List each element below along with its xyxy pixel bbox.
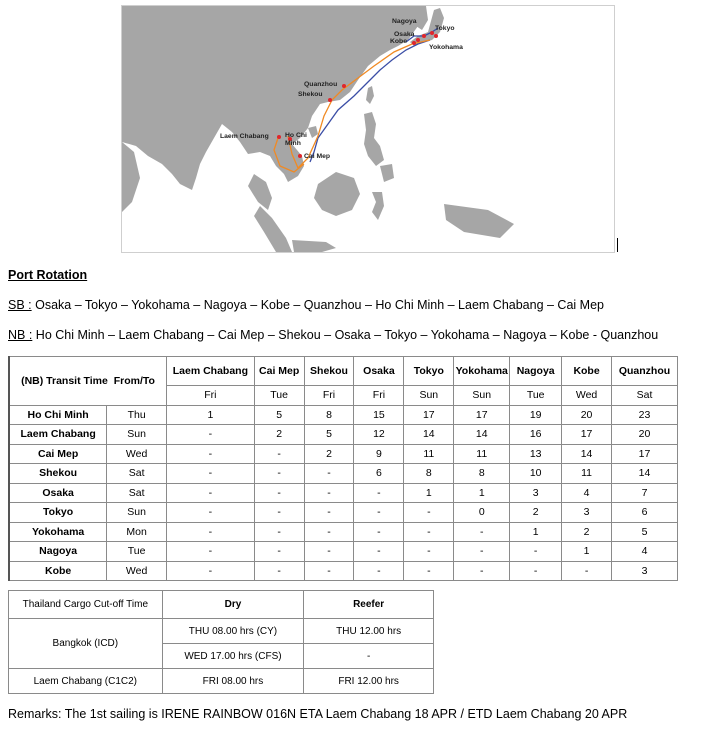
transit-cell: - — [254, 542, 304, 562]
transit-cell: 1 — [454, 483, 510, 503]
transit-cell: - — [304, 464, 354, 484]
transit-cell: - — [167, 542, 255, 562]
transit-cell: - — [454, 542, 510, 562]
transit-cell: 4 — [562, 483, 612, 503]
map-label-yokohama: Yokohama — [429, 44, 463, 51]
transit-cell: 14 — [404, 425, 454, 445]
transit-cell: - — [354, 561, 404, 581]
row-day: Thu — [107, 405, 167, 425]
row-day: Sat — [107, 464, 167, 484]
map-label-ho-chi-minh-suffix: Minh — [285, 140, 301, 147]
transit-cell: 17 — [454, 405, 510, 425]
transit-cell: 14 — [454, 425, 510, 445]
transit-cell: - — [354, 542, 404, 562]
transit-corner-from: From/To — [113, 374, 155, 387]
transit-cell: 13 — [510, 444, 562, 464]
map-label-tokyo: Tokyo — [435, 25, 455, 32]
transit-cell: 2 — [510, 503, 562, 523]
col-header-day: Sat — [612, 386, 678, 406]
transit-cell: 3 — [510, 483, 562, 503]
transit-cell: - — [354, 522, 404, 542]
transit-cell: - — [167, 444, 255, 464]
transit-cell: 8 — [304, 405, 354, 425]
transit-cell: - — [404, 522, 454, 542]
transit-row — [9, 405, 678, 425]
transit-cell: - — [404, 561, 454, 581]
row-port: Osaka — [9, 483, 107, 503]
col-header-port: Tokyo — [404, 357, 454, 386]
row-port: Kobe — [9, 561, 107, 581]
transit-cell: 7 — [612, 483, 678, 503]
row-port: Nagoya — [9, 542, 107, 562]
transit-cell: - — [254, 483, 304, 503]
transit-cell: - — [254, 561, 304, 581]
transit-cell: 2 — [304, 444, 354, 464]
transit-cell: 4 — [612, 542, 678, 562]
cutoff-bangkok-reefer-cfs: - — [304, 644, 434, 669]
transit-cell: 5 — [304, 425, 354, 445]
transit-cell: 1 — [562, 542, 612, 562]
transit-cell: - — [510, 542, 562, 562]
col-header-port: Quanzhou — [612, 357, 678, 386]
row-port: Cai Mep — [9, 444, 107, 464]
transit-cell: 15 — [354, 405, 404, 425]
row-day: Wed — [107, 444, 167, 464]
cutoff-bangkok-label: Bangkok (ICD) — [9, 619, 163, 669]
sb-rotation — [8, 298, 604, 312]
transit-cell: 11 — [404, 444, 454, 464]
cutoff-lcb-reefer: FRI 12.00 hrs — [304, 669, 434, 694]
text-cursor — [617, 238, 618, 252]
col-header-day: Wed — [562, 386, 612, 406]
row-day: Sun — [107, 503, 167, 523]
transit-cell: - — [167, 561, 255, 581]
col-header-day: Tue — [254, 386, 304, 406]
transit-cell: - — [404, 503, 454, 523]
transit-row — [9, 483, 678, 503]
transit-cell: 0 — [454, 503, 510, 523]
transit-cell: - — [454, 561, 510, 581]
transit-cell: - — [167, 464, 255, 484]
cutoff-bangkok-dry-cy: THU 08.00 hrs (CY) — [162, 619, 304, 644]
transit-cell: 16 — [510, 425, 562, 445]
transit-cell: 8 — [454, 464, 510, 484]
transit-row — [9, 542, 678, 562]
nb-rotation — [8, 328, 658, 342]
transit-cell: 3 — [612, 561, 678, 581]
transit-cell: 20 — [612, 425, 678, 445]
transit-cell: 17 — [404, 405, 454, 425]
cutoff-bangkok-reefer: THU 12.00 hrs — [304, 619, 434, 644]
transit-cell: - — [304, 561, 354, 581]
map-label-cai-mep: Cai Mep — [304, 153, 331, 160]
transit-cell: 10 — [510, 464, 562, 484]
transit-row — [9, 522, 678, 542]
transit-row — [9, 561, 678, 581]
col-header-port: Laem Chabang — [167, 357, 255, 386]
col-header-day: Fri — [167, 386, 255, 406]
transit-cell: 20 — [562, 405, 612, 425]
transit-row — [9, 503, 678, 523]
transit-cell: 6 — [612, 503, 678, 523]
cutoff-dry-header: Dry — [162, 591, 304, 619]
map-label-ho-chi-minh: Ho Chi — [285, 132, 307, 139]
nb-label: NB : — [8, 328, 33, 342]
map-label-shekou: Shekou — [298, 91, 323, 98]
map-label-quanzhou: Quanzhou — [304, 81, 338, 88]
transit-cell: - — [510, 561, 562, 581]
port-rotation-heading: Port Rotation — [8, 268, 88, 282]
transit-cell: - — [304, 542, 354, 562]
cutoff-lcb-dry: FRI 08.00 hrs — [162, 669, 304, 694]
transit-cell: 6 — [354, 464, 404, 484]
transit-cell: - — [167, 503, 255, 523]
transit-cell: - — [254, 522, 304, 542]
route-map — [121, 5, 615, 253]
row-day: Tue — [107, 542, 167, 562]
route-map-graphic — [122, 6, 614, 252]
transit-cell: 11 — [454, 444, 510, 464]
transit-cell: - — [167, 425, 255, 445]
sb-ports: Osaka – Tokyo – Yokohama – Nagoya – Kobe – Quanzhou – Ho Chi Minh – Laem Chabang – Cai Mep — [31, 298, 604, 312]
land — [122, 6, 514, 252]
map-label-laem-chabang: Laem Chabang — [220, 133, 269, 140]
transit-cell: 14 — [562, 444, 612, 464]
transit-cell: - — [254, 464, 304, 484]
transit-cell: 12 — [354, 425, 404, 445]
remarks: Remarks: The 1st sailing is IRENE RAINBOW 016N ETA Laem Chabang 18 APR / ETD Laem Chabang 20 APR — [8, 707, 628, 721]
transit-cell: 19 — [510, 405, 562, 425]
col-header-day: Fri — [304, 386, 354, 406]
transit-cell: 8 — [404, 464, 454, 484]
transit-cell: - — [404, 542, 454, 562]
col-header-day: Sun — [454, 386, 510, 406]
cutoff-table — [8, 590, 434, 694]
transit-cell: - — [562, 561, 612, 581]
transit-cell: 5 — [612, 522, 678, 542]
transit-cell: - — [254, 444, 304, 464]
transit-cell: 11 — [562, 464, 612, 484]
map-label-nagoya: Nagoya — [392, 18, 417, 25]
row-port: Yokohama — [9, 522, 107, 542]
col-header-port: Shekou — [304, 357, 354, 386]
transit-corner-title: (NB) Transit Time — [21, 374, 108, 387]
col-header-day: Tue — [510, 386, 562, 406]
transit-cell: 14 — [612, 464, 678, 484]
transit-cell: 17 — [612, 444, 678, 464]
map-label-kobe: Kobe — [390, 38, 407, 45]
transit-corner — [9, 357, 167, 406]
transit-cell: 1 — [404, 483, 454, 503]
col-header-day: Fri — [354, 386, 404, 406]
transit-cell: 17 — [562, 425, 612, 445]
transit-cell: - — [354, 503, 404, 523]
row-day: Wed — [107, 561, 167, 581]
col-header-port: Cai Mep — [254, 357, 304, 386]
col-header-port: Yokohama — [454, 357, 510, 386]
transit-cell: - — [167, 522, 255, 542]
transit-body — [9, 405, 678, 581]
transit-cell: - — [454, 522, 510, 542]
transit-cell: 3 — [562, 503, 612, 523]
transit-cell: - — [304, 483, 354, 503]
transit-row — [9, 464, 678, 484]
col-header-port: Osaka — [354, 357, 404, 386]
transit-cell: - — [167, 483, 255, 503]
row-port: Tokyo — [9, 503, 107, 523]
transit-cell: 9 — [354, 444, 404, 464]
transit-row — [9, 444, 678, 464]
row-port: Laem Chabang — [9, 425, 107, 445]
transit-cell: 2 — [562, 522, 612, 542]
row-day: Sun — [107, 425, 167, 445]
nb-ports: Ho Chi Minh – Laem Chabang – Cai Mep – Shekou – Osaka – Tokyo – Yokohama – Nagoya – Kobe - Quanzhou — [32, 328, 659, 342]
transit-cell: - — [304, 522, 354, 542]
transit-row — [9, 425, 678, 445]
col-header-port: Kobe — [562, 357, 612, 386]
sb-label: SB : — [8, 298, 32, 312]
col-header-port: Nagoya — [510, 357, 562, 386]
cutoff-title: Thailand Cargo Cut-off Time — [9, 591, 163, 619]
transit-cell: - — [254, 503, 304, 523]
transit-cell: 5 — [254, 405, 304, 425]
cutoff-lcb-label: Laem Chabang (C1C2) — [9, 669, 163, 694]
row-port: Shekou — [9, 464, 107, 484]
col-header-day: Sun — [404, 386, 454, 406]
row-day: Mon — [107, 522, 167, 542]
cutoff-reefer-header: Reefer — [304, 591, 434, 619]
transit-cell: - — [304, 503, 354, 523]
map-label-osaka: Osaka — [394, 31, 415, 38]
row-port: Ho Chi Minh — [9, 405, 107, 425]
transit-cell: 1 — [167, 405, 255, 425]
transit-time-table — [8, 356, 678, 581]
transit-cell: - — [354, 483, 404, 503]
transit-cell: 2 — [254, 425, 304, 445]
row-day: Sat — [107, 483, 167, 503]
transit-cell: 1 — [510, 522, 562, 542]
cutoff-bangkok-dry-cfs: WED 17.00 hrs (CFS) — [162, 644, 304, 669]
transit-cell: 23 — [612, 405, 678, 425]
